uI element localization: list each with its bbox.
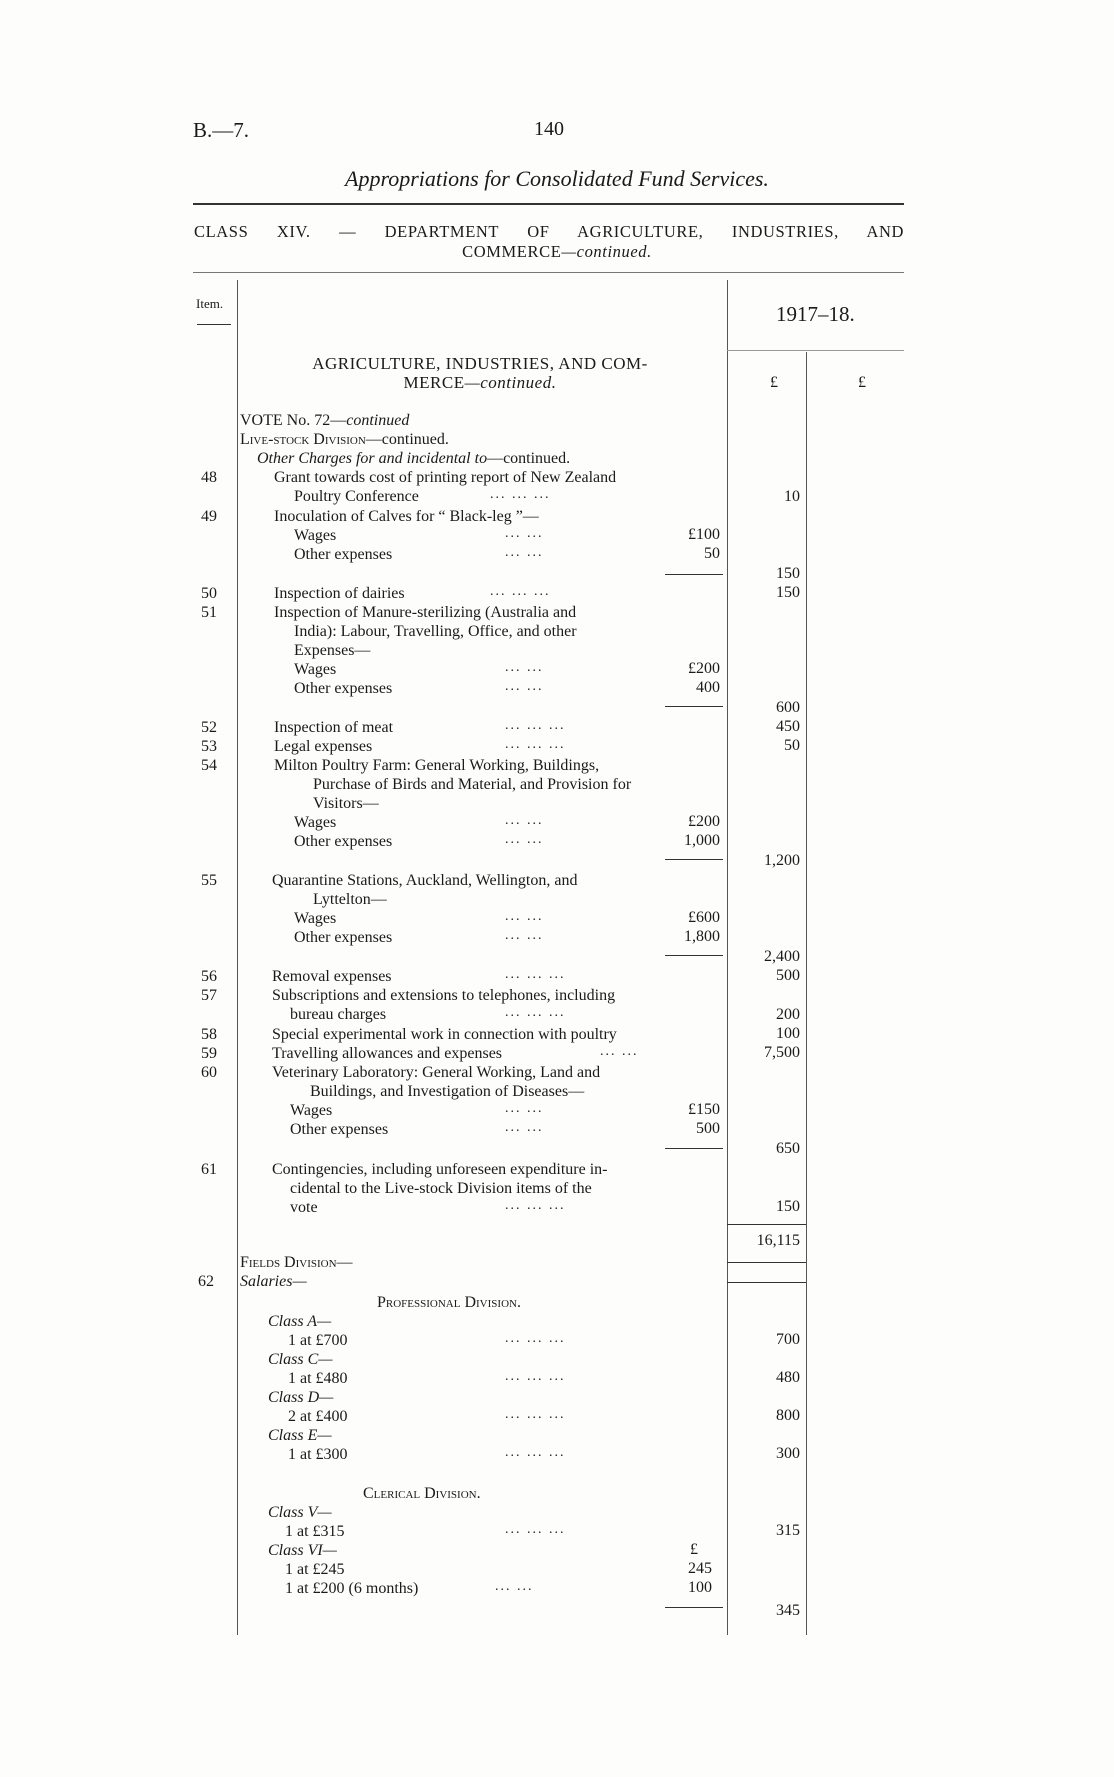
year-rule (727, 350, 904, 351)
item-description: Poultry Conference (294, 488, 419, 505)
leader-dots: ... ... (505, 545, 544, 560)
total-column-divider (806, 352, 807, 1635)
class-e-label: Class E— (268, 1427, 332, 1444)
item-number: 53 (201, 738, 217, 755)
subtotal-rule (665, 1607, 723, 1608)
section-heading: AGRICULTURE, INDUSTRIES, AND COM- MERCE—continued. (312, 354, 648, 392)
wages-label: Wages (294, 910, 337, 927)
item-description: Inspection of Manure-sterilizing (Australia and (274, 604, 577, 621)
amount-column-divider (727, 280, 728, 1635)
class-c-label: Class C— (268, 1351, 333, 1368)
other-expenses-label: Other expenses (290, 1121, 389, 1138)
item-amount: 650 (776, 1140, 800, 1157)
item-description: Buildings, and Investigation of Diseases— (310, 1083, 585, 1100)
item-number: 62 (198, 1273, 214, 1290)
item-number: 57 (201, 987, 217, 1004)
subtotal-rule (665, 955, 723, 956)
title-rule (193, 203, 904, 205)
item-amount: 100 (776, 1025, 800, 1042)
year-header: 1917–18. (776, 302, 855, 326)
item-amount: 600 (776, 699, 800, 716)
item-amount: 150 (776, 584, 800, 601)
wages-label: Wages (294, 661, 337, 678)
report-reference: B.—7. (193, 118, 250, 142)
other-expenses-amount: 1,000 (684, 832, 720, 849)
item-amount: 2,400 (764, 948, 800, 965)
item-number: 51 (201, 604, 217, 621)
leader-dots: ... ... (505, 679, 544, 694)
total-rule-top (727, 1224, 806, 1225)
class-vi-amount: 245 (688, 1560, 712, 1577)
item-head-rule (197, 324, 231, 325)
item-description: bureau charges (290, 1006, 387, 1023)
wages-amount: £100 (688, 526, 720, 543)
leader-dots: ... ... (505, 928, 544, 943)
fields-division-heading: Fields Division— (240, 1254, 353, 1271)
salaries-rule (727, 1282, 806, 1283)
item-description: Veterinary Laboratory: General Working, Land and (272, 1064, 601, 1081)
class-c-amount: 480 (776, 1369, 800, 1386)
class-heading-line2: COMMERCE—continued. (462, 242, 652, 261)
class-vi-label: Class VI— (268, 1542, 337, 1559)
division-total: 16,115 (756, 1232, 800, 1249)
class-a-amount: 700 (776, 1331, 800, 1348)
other-expenses-label: Other expenses (294, 680, 393, 697)
division-heading: Live-stock Division—continued. (240, 431, 449, 448)
leader-dots: ... ... ... (505, 718, 566, 733)
item-amount: 150 (776, 1198, 800, 1215)
total-rule-bottom (727, 1262, 806, 1263)
clerical-division-heading: Clerical Division. (363, 1485, 481, 1502)
wages-amount: £150 (688, 1101, 720, 1118)
leader-dots: ... ... ... (505, 1445, 566, 1460)
page-title: Appropriations for Consolidated Fund Services. (345, 166, 769, 191)
class-v-label: Class V— (268, 1504, 332, 1521)
item-amount: 50 (784, 737, 800, 754)
leader-dots: ... ... ... (505, 1522, 566, 1537)
item-number: 49 (201, 508, 217, 525)
wages-amount: £200 (688, 660, 720, 677)
item-description: Travelling allowances and expenses (272, 1045, 503, 1062)
leader-dots: ... ... ... (505, 1407, 566, 1422)
item-description: Expenses— (294, 642, 371, 659)
item-description: vote (290, 1199, 318, 1216)
class-d-amount: 800 (776, 1407, 800, 1424)
class-vi-total: 345 (776, 1602, 800, 1619)
class-vi-line: 1 at £200 (6 months) (285, 1580, 419, 1597)
leader-dots: ... ... (505, 1101, 544, 1116)
subtotal-rule (665, 574, 723, 575)
leader-dots: ... ... (505, 660, 544, 675)
leader-dots: ... ... (505, 832, 544, 847)
other-expenses-amount: 400 (696, 679, 720, 696)
leader-dots: ... ... ... (505, 1198, 566, 1213)
wages-label: Wages (294, 527, 337, 544)
item-number: 50 (201, 585, 217, 602)
professional-division-heading: Professional Division. (377, 1294, 521, 1311)
other-charges-heading: Other Charges for and incidental to—continued. (257, 450, 571, 467)
wages-label: Wages (290, 1102, 333, 1119)
item-description: Legal expenses (274, 738, 373, 755)
class-a-line: 1 at £700 (288, 1332, 348, 1349)
item-description: Visitors— (313, 795, 379, 812)
item-number: 58 (201, 1026, 217, 1043)
class-a-label: Class A— (268, 1313, 332, 1330)
item-amount: 200 (776, 1006, 800, 1023)
item-amount: 7,500 (764, 1044, 800, 1061)
leader-dots: ... ... ... (505, 1331, 566, 1346)
item-description: Inspection of dairies (274, 585, 405, 602)
class-vi-amount: 100 (688, 1579, 712, 1596)
leader-dots: ... ... ... (505, 1005, 566, 1020)
class-v-line: 1 at £315 (285, 1523, 345, 1540)
item-column-divider (237, 280, 238, 1635)
class-c-line: 1 at £480 (288, 1370, 348, 1387)
item-number: 52 (201, 719, 217, 736)
leader-dots: ... ... ... (505, 1369, 566, 1384)
class-v-amount: 315 (776, 1522, 800, 1539)
leader-dots: ... ... (505, 813, 544, 828)
item-description: Lyttelton— (313, 891, 387, 908)
wages-label: Wages (294, 814, 337, 831)
item-amount: 10 (784, 488, 800, 505)
class-vi-currency: £ (690, 1541, 698, 1558)
item-number: 56 (201, 968, 217, 985)
item-description: India): Labour, Travelling, Office, and other (294, 623, 577, 640)
item-number: 61 (201, 1161, 217, 1178)
item-description: Milton Poultry Farm: General Working, Buildings, (274, 757, 600, 774)
item-description: Inspection of meat (274, 719, 394, 736)
item-description: cidental to the Live-stock Division items of the (290, 1180, 592, 1197)
item-number: 55 (201, 872, 217, 889)
other-expenses-amount: 50 (704, 545, 720, 562)
leader-dots: ... ... ... (490, 487, 551, 502)
item-number: 48 (201, 469, 217, 486)
subtotal-rule (665, 1148, 723, 1149)
header-rule (193, 272, 904, 273)
page-number: 140 (534, 118, 564, 140)
wages-amount: £600 (688, 909, 720, 926)
other-expenses-label: Other expenses (294, 546, 393, 563)
subtotal-rule (665, 859, 723, 860)
other-expenses-label: Other expenses (294, 929, 393, 946)
leader-dots: ... ... ... (505, 737, 566, 752)
subtotal-rule (665, 706, 723, 707)
class-d-line: 2 at £400 (288, 1408, 348, 1425)
item-description: Inoculation of Calves for “ Black-leg ”— (274, 508, 539, 525)
item-number: 54 (201, 757, 217, 774)
item-description: Removal expenses (272, 968, 392, 985)
item-amount: 500 (776, 967, 800, 984)
item-description: Subscriptions and extensions to telephones, including (272, 987, 616, 1004)
leader-dots: ... ... (495, 1579, 534, 1594)
other-expenses-amount: 500 (696, 1120, 720, 1137)
wages-amount: £200 (688, 813, 720, 830)
leader-dots: ... ... (505, 1120, 544, 1135)
item-number: 59 (201, 1045, 217, 1062)
other-expenses-amount: 1,800 (684, 928, 720, 945)
item-description: Grant towards cost of printing report of New Zealand (274, 469, 617, 486)
item-amount: 1,200 (764, 852, 800, 869)
leader-dots: ... ... (505, 909, 544, 924)
currency-header-1: £ (770, 374, 778, 391)
item-column-header: Item. (196, 296, 224, 311)
leader-dots: ... ... ... (490, 584, 551, 599)
salaries-heading: Salaries— (240, 1273, 307, 1290)
class-d-label: Class D— (268, 1389, 334, 1406)
class-e-line: 1 at £300 (288, 1446, 348, 1463)
class-vi-line: 1 at £245 (285, 1561, 345, 1578)
leader-dots: ... ... ... (505, 967, 566, 982)
leader-dots: ... ... (600, 1044, 639, 1059)
currency-header-2: £ (858, 374, 866, 391)
item-description: Quarantine Stations, Auckland, Wellington, and (272, 872, 578, 889)
item-description: Contingencies, including unforeseen expenditure in- (272, 1161, 608, 1178)
leader-dots: ... ... (505, 526, 544, 541)
other-expenses-label: Other expenses (294, 833, 393, 850)
item-description: Special experimental work in connection with poultry (272, 1026, 617, 1043)
item-amount: 450 (776, 718, 800, 735)
item-description: Purchase of Birds and Material, and Provision for (313, 776, 632, 793)
vote-title: VOTE No. 72—continued (240, 412, 410, 429)
class-heading-line1: CLASS XIV. — DEPARTMENT OF AGRICULTURE, INDUSTRIES, AND (194, 222, 904, 241)
class-e-amount: 300 (776, 1445, 800, 1462)
item-amount: 150 (776, 565, 800, 582)
item-number: 60 (201, 1064, 217, 1081)
